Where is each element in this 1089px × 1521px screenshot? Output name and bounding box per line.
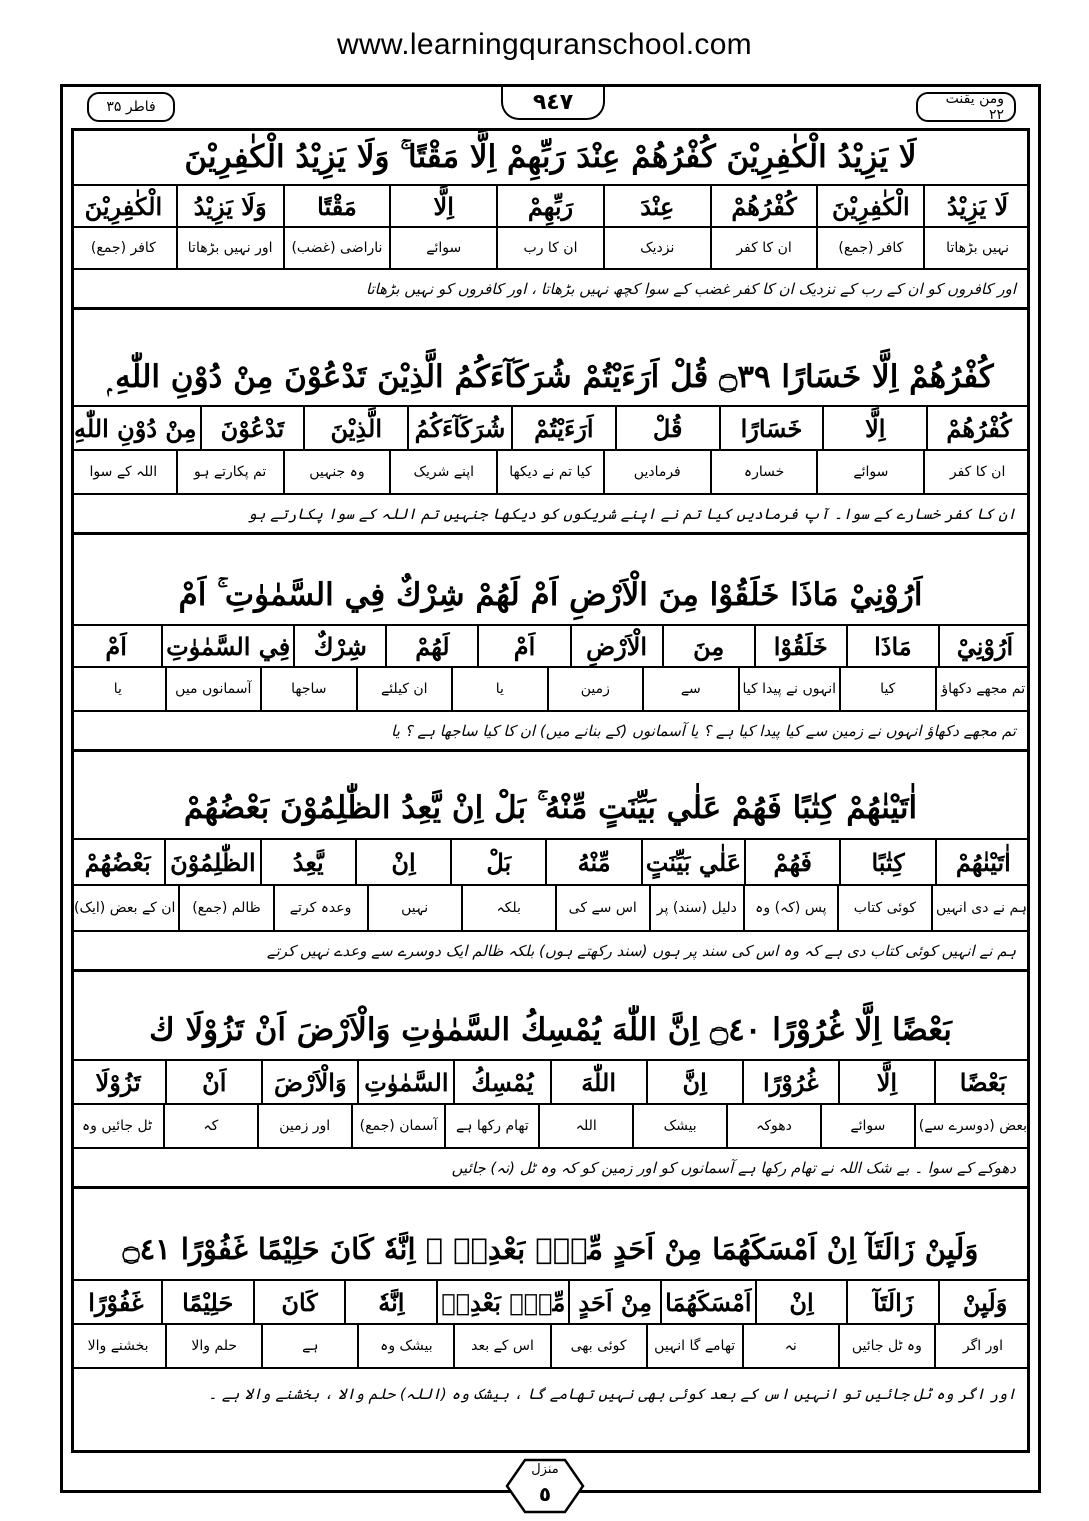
meaning-row xyxy=(71,451,1030,495)
urdu-meaning: ظالم (جمع) xyxy=(178,886,272,930)
arabic-word: كَانَ xyxy=(253,1281,345,1323)
urdu-meaning: سوائے xyxy=(389,228,496,268)
arabic-word: رَبِّهِمْ xyxy=(496,186,603,226)
word-row xyxy=(71,840,1030,886)
meaning-row xyxy=(71,1325,1030,1369)
urdu-translation: اور کافروں کو ان کے رب کے نزدیک ان کا کفر غضب کے سوا کچھ نہیں بڑھاتا ، اور کافروں کو نہیں بڑھاتا xyxy=(71,270,1030,310)
arabic-word: بَعْضًا xyxy=(934,1061,1030,1103)
urdu-meaning: نہیں xyxy=(367,886,461,930)
urdu-meaning: بیشک xyxy=(632,1105,726,1147)
urdu-meaning: ان کیلئے xyxy=(356,668,452,710)
arabic-word: وَلَىِٕنْ xyxy=(938,1281,1030,1323)
arabic-word: وَلَا يَزِيْدُ xyxy=(176,186,283,226)
word-row xyxy=(71,1061,1030,1105)
urdu-meaning: فرمادیں xyxy=(603,451,710,493)
arabic-word: الظّٰلِمُوْنَ xyxy=(164,840,259,884)
arabic-word: اَرُوْنِيْ xyxy=(938,626,1030,666)
arabic-word: كُفْرُهُمْ xyxy=(710,186,817,226)
arabic-word: كُفْرُهُمْ xyxy=(926,407,1030,449)
urdu-meaning: دھوکہ xyxy=(726,1105,820,1147)
urdu-meaning: اس کے بعد xyxy=(453,1325,549,1367)
arabic-word: اِنَّهٗ xyxy=(344,1281,436,1323)
arabic-word: اِلَّا xyxy=(838,1061,934,1103)
urdu-meaning: یا xyxy=(113,681,122,697)
arabic-word: عَلٰي بَيِّنَتٍ xyxy=(641,840,744,884)
arabic-word: فِي السَّمٰوٰتِ xyxy=(161,626,293,666)
meaning-row xyxy=(71,1105,1030,1149)
arabic-word: كِتٰبًا xyxy=(839,840,934,884)
ayah-section xyxy=(71,130,1030,310)
arabic-word: مِّنْهُ xyxy=(545,840,640,884)
arabic-word: اَمْ xyxy=(477,626,569,666)
ayah-line: بَعْضًا اِلَّا غُرُوْرًا ۝٤٠ اِنَّ اللّٰهَ يُمْسِكُ السَّمٰوٰتِ وَالْاَرْضَ اَنْ تَزُوْلَا ڬ xyxy=(71,1001,1030,1061)
urdu-meaning: سوائے xyxy=(816,451,923,493)
urdu-meaning: تم مجھے دکھاؤ xyxy=(935,668,1031,710)
urdu-meaning: یا xyxy=(451,668,547,710)
urdu-meaning: اللہ کے سوا xyxy=(89,464,158,480)
page-header xyxy=(71,86,1030,126)
urdu-meaning: دلیل (سند) پر xyxy=(649,886,743,930)
urdu-meaning: تھام رکھا ہے xyxy=(444,1105,538,1147)
arabic-word: السَّمٰوٰتِ xyxy=(357,1061,453,1103)
word-row xyxy=(71,407,1030,451)
urdu-meaning: آسمانوں میں xyxy=(165,668,261,710)
urdu-meaning: ہم نے دی انہیں xyxy=(931,886,1030,930)
arabic-word: بَعْضُهُمْ xyxy=(84,847,151,877)
word-row xyxy=(71,186,1030,228)
ayah-line: لَا يَزِيْدُ الْكٰفِرِيْنَ كُفْرُهُمْ عِنْدَ رَبِّهِمْ اِلَّا مَقْتًا ۚ وَلَا يَزِيْدُ الْكٰفِرِيْنَ xyxy=(71,130,1030,186)
urdu-meaning: کوئی بھی xyxy=(550,1325,646,1367)
urdu-meaning: ان کا کفر xyxy=(710,228,817,268)
ayah-line: اَرُوْنِيْ مَاذَا خَلَقُوْا مِنَ الْاَرْضِ اَمْ لَهُمْ شِرْكٌ فِي السَّمٰوٰتِ ۚ اَمْ xyxy=(71,566,1030,626)
urdu-meaning: سے xyxy=(642,668,738,710)
arabic-word: قُلْ xyxy=(615,407,719,449)
urdu-meaning: ان کے بعض (ایک) xyxy=(74,900,176,916)
arabic-word: شُرَكَآءَكُمُ xyxy=(407,407,511,449)
arabic-word: غَفُوْرًا xyxy=(88,1287,144,1317)
ayah-section xyxy=(71,349,1030,535)
urdu-meaning: اور زمین xyxy=(257,1105,351,1147)
urdu-meaning: خسارہ xyxy=(710,451,817,493)
arabic-word: اَنْ xyxy=(165,1061,261,1103)
arabic-word: الْكٰفِرِيْنَ xyxy=(84,191,163,221)
arabic-word: مِّنْۢ بَعْدِهٖ xyxy=(436,1281,568,1323)
urdu-meaning: بلکہ xyxy=(461,886,555,930)
arabic-word: تَزُوْلَا xyxy=(95,1067,141,1097)
urdu-meaning: ہے xyxy=(261,1325,357,1367)
arabic-word: اَمْ xyxy=(105,631,127,661)
arabic-word: اَرَءَيْتُمْ xyxy=(511,407,615,449)
urdu-meaning: آسمان (جمع) xyxy=(351,1105,445,1147)
arabic-word: لَهُمْ xyxy=(385,626,477,666)
urdu-meaning: زمین xyxy=(547,668,643,710)
juz-label: ومن يقنت ٢٢ xyxy=(916,92,1016,122)
arabic-word: مِنْ اَحَدٍ xyxy=(568,1281,660,1323)
ayah-line: اٰتَيْنٰهُمْ كِتٰبًا فَهُمْ عَلٰي بَيِّنَتٍ مِّنْهُ ۚ بَلْ اِنْ يَّعِدُ الظّٰلِمُوْنَ بَعْضُهُمْ xyxy=(71,778,1030,840)
urdu-meaning: انہوں نے پیدا کیا xyxy=(738,668,839,710)
urdu-meaning: اس سے کی xyxy=(555,886,649,930)
meaning-row xyxy=(71,228,1030,270)
arabic-word: فَهُمْ xyxy=(744,840,839,884)
ayah-section xyxy=(71,566,1030,752)
urdu-meaning: کیا تم نے دیکھا xyxy=(496,451,603,493)
ayah-line: كُفْرُهُمْ اِلَّا خَسَارًا ۝٣٩ قُلْ اَرَءَيْتُمْ شُرَكَآءَكُمُ الَّذِيْنَ تَدْعُوْنَ مِنْ دُوْنِ اللّٰهِ ۭ xyxy=(71,349,1030,407)
ayah-section xyxy=(71,1001,1030,1189)
urdu-meaning: ان کا کفر xyxy=(923,451,1030,493)
arabic-word: مِنْ دُوْنِ اللّٰهِ xyxy=(73,413,197,443)
arabic-word: يُمْسِكُ xyxy=(453,1061,549,1103)
arabic-word: اللّٰهَ xyxy=(550,1061,646,1103)
arabic-word: اِنْ xyxy=(355,840,450,884)
ayah-section xyxy=(71,1219,1030,1419)
ayah-section xyxy=(71,778,1030,972)
urdu-meaning: اللہ xyxy=(538,1105,632,1147)
arabic-word: الْكٰفِرِيْنَ xyxy=(816,186,923,226)
urdu-meaning: نہیں بڑھاتا xyxy=(923,228,1030,268)
arabic-word: شِرْكٌ xyxy=(293,626,385,666)
urdu-meaning: اور نہیں بڑھاتا xyxy=(176,228,283,268)
arabic-word: اِنْ xyxy=(755,1281,847,1323)
arabic-word: وَالْاَرْضَ xyxy=(261,1061,357,1103)
arabic-word: يَّعِدُ xyxy=(260,840,355,884)
urdu-translation: ان کا کفر خسارے کے سوا۔ آپ فرمادیں کیا تم نے اپنے شریکوں کو دیکھا جنہیں تم اللہ کے سوا پکارتے ہو xyxy=(71,495,1030,535)
urdu-meaning: وہ ٹل جائیں xyxy=(838,1325,934,1367)
page-number: ٩٤٧ xyxy=(501,86,605,120)
urdu-meaning: بعض (دوسرے سے) xyxy=(914,1105,1030,1147)
urdu-meaning: نہ xyxy=(742,1325,838,1367)
urdu-translation: اور اگر وہ ٹل جائیں تو انہیں اس کے بعد کوئی بھی نہیں تھامے گا ، بیشک وہ (اللہ) حلم والا ، بخشنے والا ہے ۔ xyxy=(208,1385,1016,1403)
urdu-meaning: تھامے گا انہیں xyxy=(646,1325,742,1367)
manzil-label: منزل xyxy=(531,1462,559,1477)
arabic-word: الَّذِيْنَ xyxy=(303,407,407,449)
urdu-meaning: کافر (جمع) xyxy=(816,228,923,268)
urdu-translation: تم مجھے دکھاؤ انہوں نے زمین سے کیا پیدا کیا ہے ؟ یا آسمانوں (کے بنانے میں) ان کا کیا ساجھا ہے ؟ یا xyxy=(71,712,1030,752)
arabic-word: اَمْسَكَهُمَا xyxy=(660,1281,754,1323)
urdu-meaning: وعدہ کرتے xyxy=(273,886,367,930)
urdu-meaning: تم پکارتے ہو xyxy=(176,451,283,493)
surah-label: فاطر ۳۵ xyxy=(87,92,175,122)
arabic-word: مَاذَا xyxy=(846,626,938,666)
urdu-translation: ہم نے انہیں کوئی کتاب دی ہے کہ وہ اس کی سند پر ہوں (سند رکھتے ہوں) بلکہ ظالم ایک دوسرے سے وعدے نہیں کرتے xyxy=(71,932,1030,972)
arabic-word: غُرُوْرًا xyxy=(742,1061,838,1103)
arabic-word: مَقْتًا xyxy=(283,186,390,226)
urdu-meaning: کہ xyxy=(163,1105,257,1147)
urdu-meaning: ان کا رب xyxy=(496,228,603,268)
manzil-badge xyxy=(505,1458,585,1514)
urdu-meaning: بخشنے والا xyxy=(87,1338,149,1354)
arabic-word: الْاَرْضِ xyxy=(570,626,662,666)
arabic-word: خَلَقُوْا xyxy=(754,626,846,666)
urdu-meaning: کافر (جمع) xyxy=(90,240,156,256)
manzil-number: ٥ xyxy=(538,1482,552,1506)
arabic-word: عِنْدَ xyxy=(603,186,710,226)
arabic-word: بَلْ xyxy=(450,840,545,884)
urdu-meaning: ٹل جائیں وہ xyxy=(81,1118,153,1134)
arabic-word: تَدْعُوْنَ xyxy=(200,407,304,449)
meaning-row xyxy=(71,886,1030,932)
urdu-meaning: وہ جنہیں xyxy=(283,451,390,493)
urdu-meaning: اور اگر xyxy=(934,1325,1030,1367)
site-url[interactable]: www.learningquranschool.com xyxy=(337,28,752,61)
urdu-meaning: اپنے شریک xyxy=(389,451,496,493)
urdu-translation: دھوکے کے سوا ۔ بے شک اللہ نے تھام رکھا ہے آسمانوں کو اور زمین کو کہ وہ ٹل (نہ) جائیں xyxy=(71,1149,1030,1189)
urdu-meaning: ساجھا xyxy=(260,668,356,710)
arabic-word: لَا يَزِيْدُ xyxy=(923,186,1030,226)
arabic-word: زَالَتَآ xyxy=(846,1281,938,1323)
urdu-meaning: سوائے xyxy=(820,1105,914,1147)
word-row xyxy=(71,1281,1030,1325)
arabic-word: مِنَ xyxy=(662,626,754,666)
ayah-line: وَلَىِٕنْ زَالَتَآ اِنْ اَمْسَكَهُمَا مِنْ اَحَدٍ مِّنْۢ بَعْدِهٖ ۭ اِنَّهٗ كَانَ حَلِيْمًا غَفُوْرًا ۝٤١ xyxy=(71,1219,1030,1281)
urdu-meaning: کوئی کتاب xyxy=(837,886,931,930)
urdu-meaning: نزدیک xyxy=(603,228,710,268)
arabic-word: اٰتَيْنٰهُمْ xyxy=(935,840,1030,884)
urdu-meaning: کیا xyxy=(839,668,935,710)
arabic-word: اِلَّا xyxy=(822,407,926,449)
arabic-word: اِنَّ xyxy=(646,1061,742,1103)
urdu-meaning: بیشک وہ xyxy=(357,1325,453,1367)
word-row xyxy=(71,626,1030,668)
meaning-row xyxy=(71,668,1030,712)
arabic-word: اِلَّا xyxy=(389,186,496,226)
urdu-meaning: پس (کہ) وہ xyxy=(743,886,837,930)
arabic-word: خَسَارًا xyxy=(719,407,823,449)
urdu-meaning: حلم والا xyxy=(165,1325,261,1367)
arabic-word: حَلِيْمًا xyxy=(161,1281,253,1323)
urdu-meaning: ناراضی (غضب) xyxy=(283,228,390,268)
